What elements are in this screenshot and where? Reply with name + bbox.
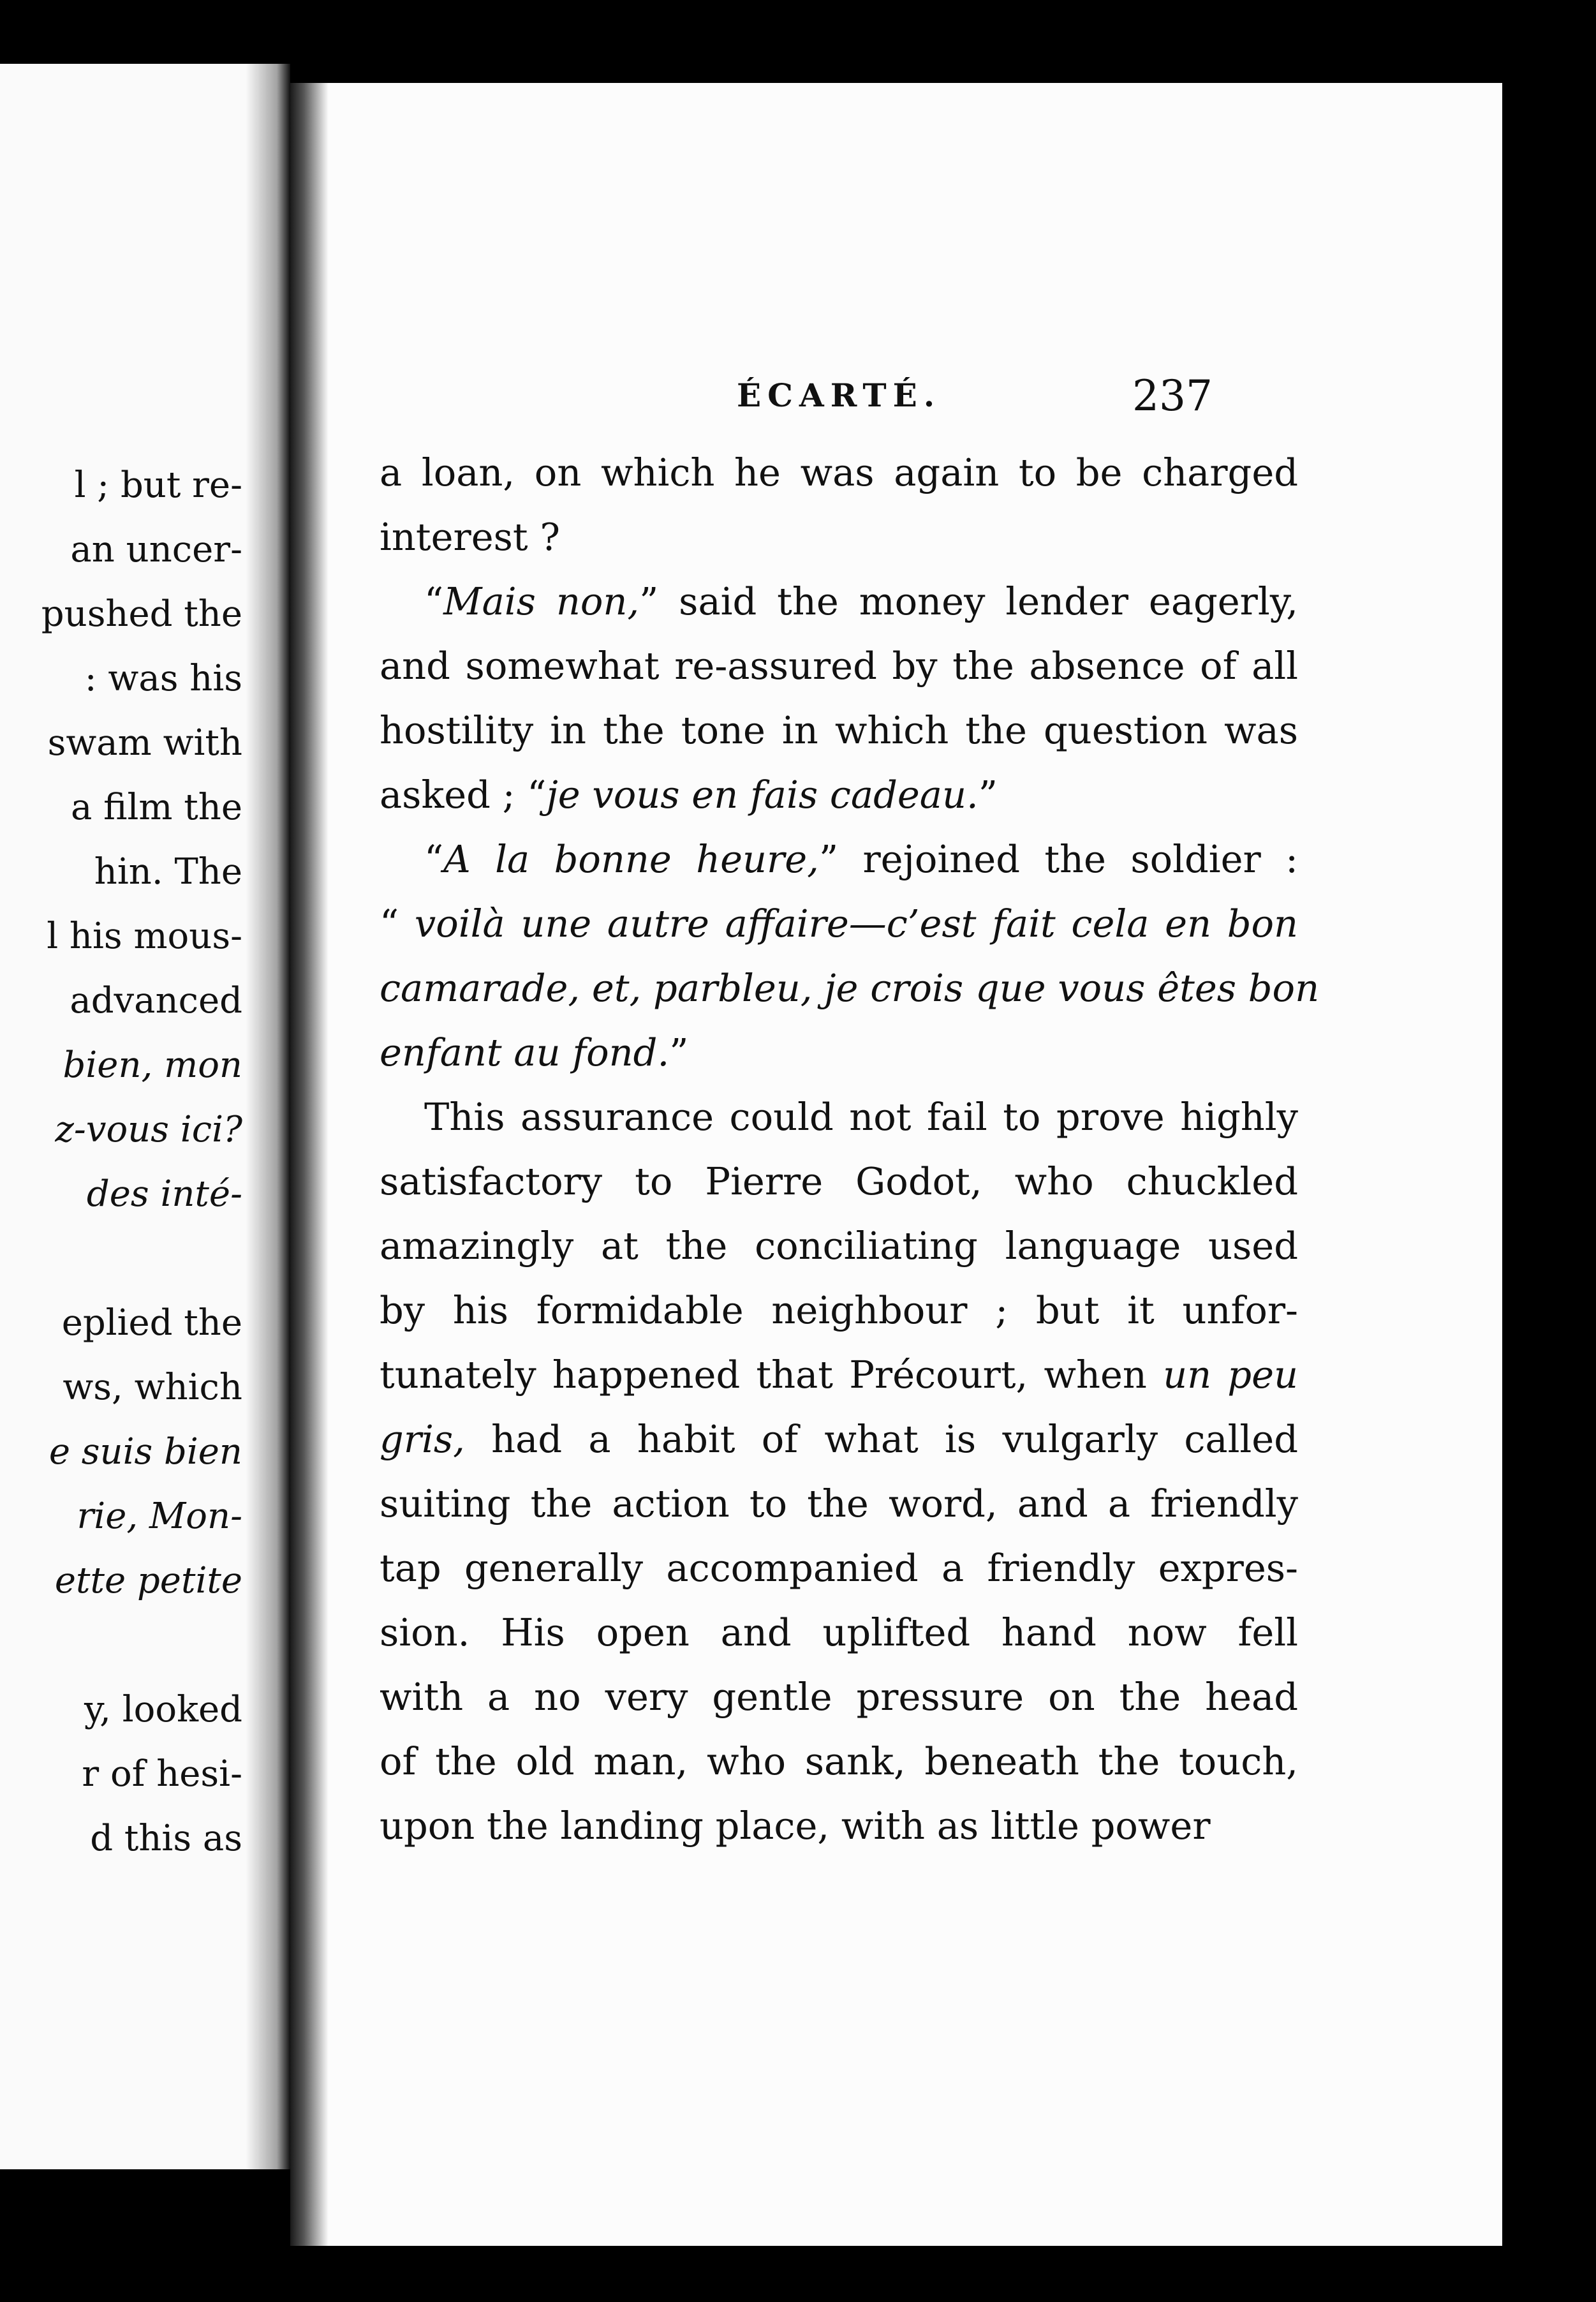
left-page-line: hin. The <box>94 851 242 893</box>
text-run: had a habit of what is vulgarly called <box>464 1417 1298 1461</box>
text-run: asked ; “ <box>380 773 547 817</box>
text-run: tunately happened that Précourt, when <box>380 1353 1164 1397</box>
left-page-blank-line <box>0 1613 242 1677</box>
left-page-line: z-vous ici? <box>55 1109 242 1150</box>
text-run: hostility in the tone in which the question was <box>380 708 1298 752</box>
text-line <box>380 1665 1298 1729</box>
left-page-text <box>0 453 242 1871</box>
spine-shadow <box>290 83 329 2246</box>
text-run: “ <box>424 579 444 623</box>
text-run: “ <box>380 902 415 946</box>
text-line <box>380 634 1298 698</box>
text-line <box>380 569 1298 634</box>
italic-run: enfant au fond. <box>380 1030 670 1074</box>
text-run: by his formidable neighbour ; but it unfor- <box>380 1288 1298 1332</box>
right-page <box>290 83 1502 2246</box>
left-page-line: d this as <box>90 1818 242 1859</box>
text-line <box>380 1407 1298 1471</box>
gutter-shadow <box>246 64 290 2169</box>
left-page-line: a film the <box>70 787 242 828</box>
left-page-line: ette petite <box>54 1560 242 1601</box>
italic-run: je vous en fais cadeau. <box>546 773 979 817</box>
text-line <box>380 1793 1298 1858</box>
text-run: This assurance could not fail to prove highly <box>424 1095 1298 1139</box>
italic-run: A la bonne heure, <box>443 837 819 881</box>
text-run: a loan, on which he was again to be charged <box>380 450 1298 494</box>
text-run: tap generally accompanied a friendly expres- <box>380 1546 1298 1590</box>
text-run: and somewhat re-assured by the absence of all <box>380 644 1298 688</box>
italic-run: camarade, et, parbleu, je crois que vous êtes bon <box>380 966 1320 1010</box>
text-run: sion. His open and uplifted hand now fell <box>380 1610 1298 1654</box>
italic-run: un peu <box>1163 1353 1298 1397</box>
left-page-line: pushed the <box>41 593 242 635</box>
text-line <box>380 1471 1298 1536</box>
left-page-line: des inté- <box>86 1173 242 1215</box>
left-page-blank-line <box>0 1226 242 1291</box>
left-page-line: l ; but re- <box>74 464 242 506</box>
page-number: 237 <box>1132 371 1213 420</box>
text-run: of the old man, who sank, beneath the touch, <box>380 1739 1298 1783</box>
left-page-line: r of hesi- <box>82 1753 242 1795</box>
text-run: ” <box>978 773 998 817</box>
text-line <box>380 1214 1298 1278</box>
text-line <box>380 891 1298 956</box>
left-page-line: an uncer- <box>70 529 242 570</box>
text-run: amazingly at the conciliating language used <box>380 1224 1298 1268</box>
text-run: ” rejoined the soldier : <box>818 837 1298 881</box>
left-page-line: y, looked <box>84 1689 242 1730</box>
italic-run: Mais non, <box>443 579 640 623</box>
paragraph <box>380 569 1298 827</box>
left-page-line: : was his <box>84 658 242 699</box>
left-page-line: l his mous- <box>47 916 242 957</box>
text-line <box>380 440 1298 505</box>
paragraph <box>380 1085 1298 1858</box>
text-run: satisfactory to Pierre Godot, who chuckled <box>380 1159 1298 1203</box>
running-head: ÉCARTÉ. <box>737 376 942 414</box>
text-line <box>380 1020 1298 1085</box>
left-page-line: rie, Mon- <box>77 1496 242 1537</box>
text-line <box>380 1085 1298 1149</box>
text-run: interest ? <box>380 515 560 559</box>
text-run: with a no very gentle pressure on the head <box>380 1675 1298 1719</box>
paragraph <box>380 827 1320 1085</box>
text-run: ” said the money lender eagerly, <box>639 579 1298 623</box>
left-page-line: swam with <box>47 722 242 764</box>
text-line <box>380 1536 1298 1600</box>
text-line <box>380 956 1320 1020</box>
left-page-line: advanced <box>70 980 242 1021</box>
text-line <box>380 827 1298 891</box>
left-page <box>0 64 290 2169</box>
text-line <box>380 1342 1298 1407</box>
text-line <box>380 1600 1298 1665</box>
text-line <box>380 1278 1298 1342</box>
text-line <box>380 1149 1298 1214</box>
left-page-line: eplied the <box>61 1302 242 1344</box>
left-page-line: e suis bien <box>48 1431 242 1473</box>
text-run: upon the landing place, with as little power <box>380 1804 1211 1848</box>
text-run: ” <box>669 1030 689 1074</box>
text-line <box>380 505 1298 569</box>
italic-run: gris, <box>380 1417 465 1461</box>
italic-run: voilà une autre affaire—c’est fait cela en bon <box>414 902 1298 946</box>
text-line <box>380 698 1298 762</box>
left-page-line: bien, mon <box>63 1044 242 1086</box>
text-line <box>380 762 1298 827</box>
text-run: suiting the action to the word, and a friendly <box>380 1481 1298 1526</box>
body-text <box>380 440 1320 1858</box>
text-run: “ <box>424 837 444 881</box>
left-page-line: ws, which <box>63 1367 242 1408</box>
paragraph <box>380 440 1298 569</box>
text-line <box>380 1729 1298 1793</box>
